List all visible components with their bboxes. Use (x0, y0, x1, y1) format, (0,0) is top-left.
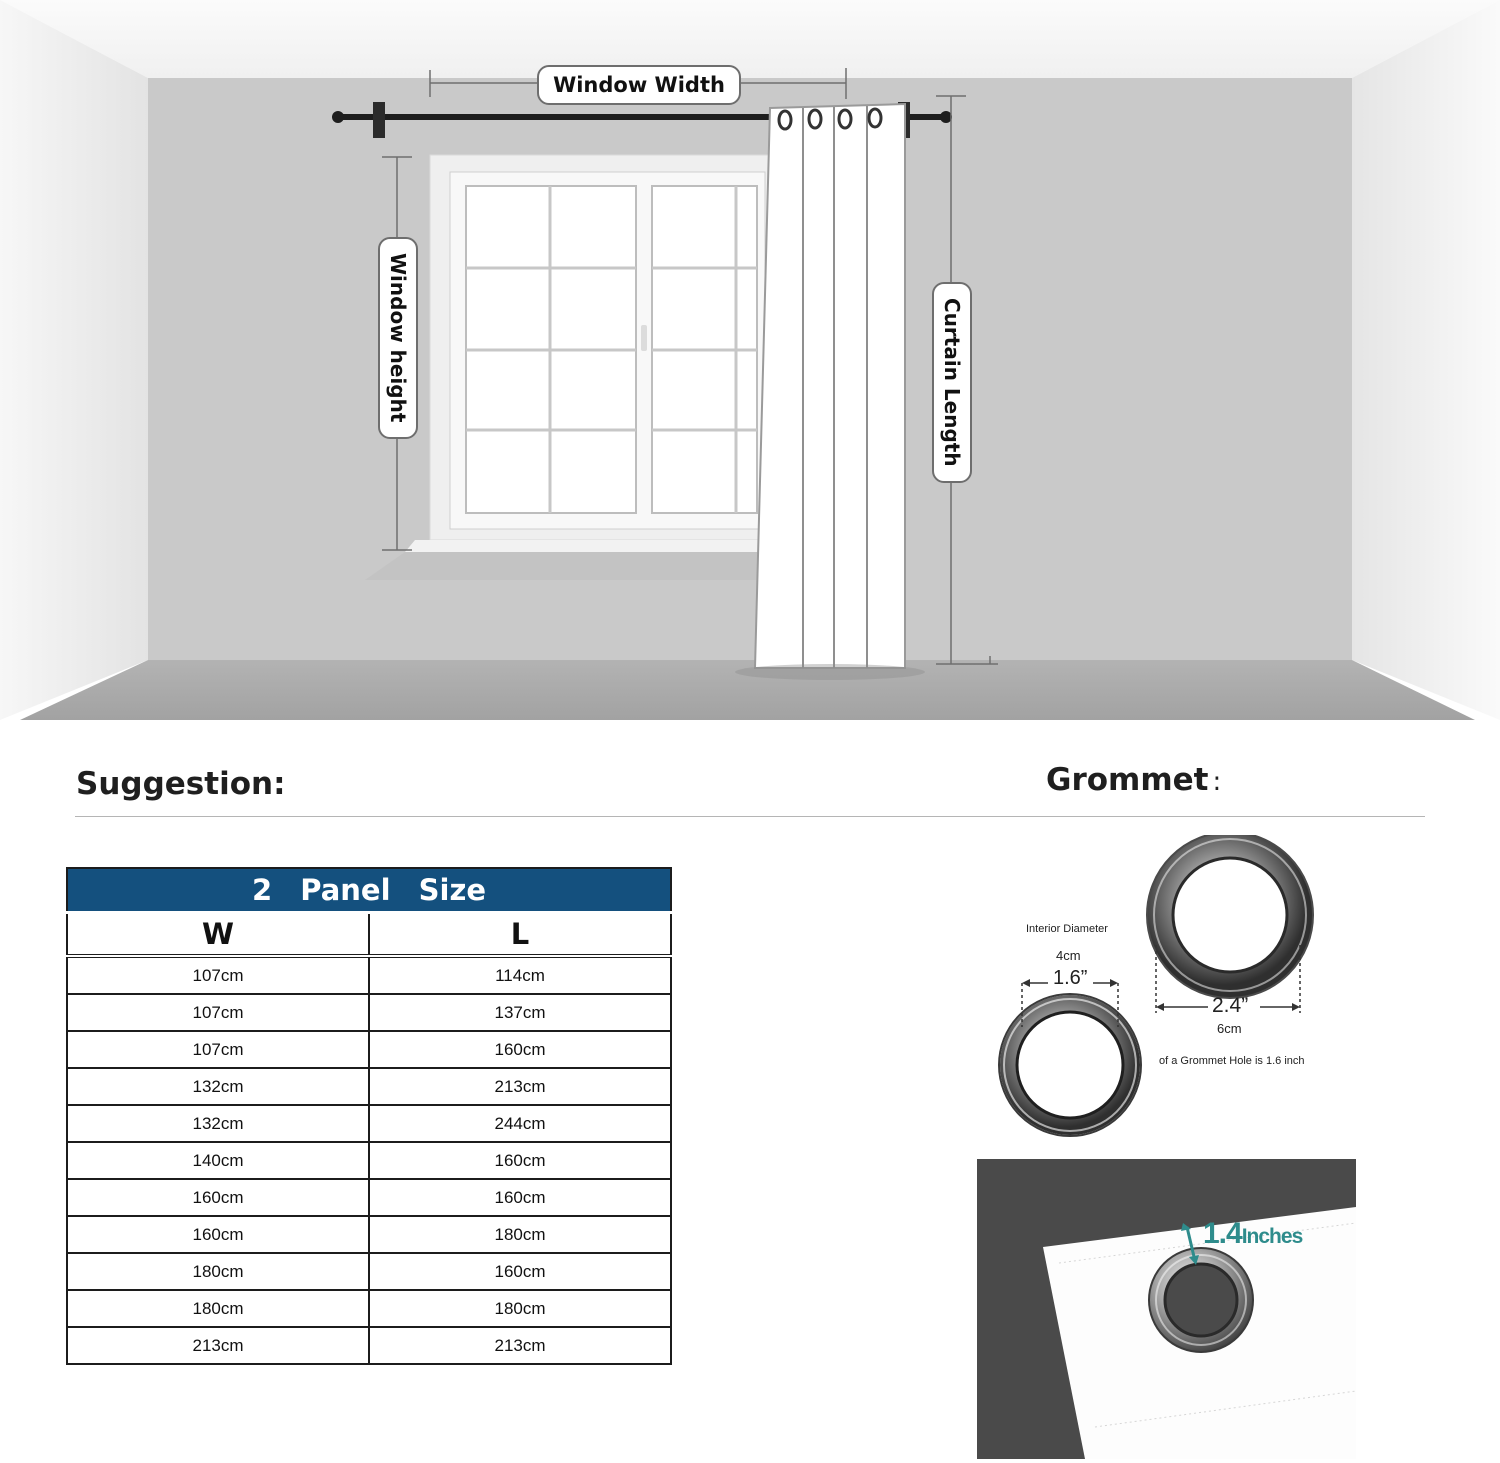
grommet-distance-value: 1.4 (1203, 1217, 1242, 1250)
grommet-rings-diagram (990, 835, 1330, 1155)
cell-width: 213cm (67, 1327, 369, 1364)
curtain-measurement-diagram (0, 0, 1500, 720)
table-row (67, 1142, 671, 1179)
table-row (67, 1253, 671, 1290)
cell-width: 160cm (67, 1179, 369, 1216)
cell-length: 114cm (369, 956, 671, 994)
cell-length: 244cm (369, 1105, 671, 1142)
cell-width: 107cm (67, 1031, 369, 1068)
grommet-distance-unit: Inches (1241, 1225, 1303, 1248)
table-row (67, 1068, 671, 1105)
cell-length: 160cm (369, 1179, 671, 1216)
outer-diameter-cm: 6cm (1217, 1021, 1242, 1036)
room-illustration (0, 0, 1500, 720)
table-row (67, 1105, 671, 1142)
table-caption: 2 Panel Size (67, 868, 671, 913)
cell-width: 180cm (67, 1290, 369, 1327)
inner-diameter-cm: 4cm (1056, 948, 1081, 963)
cell-length: 180cm (369, 1216, 671, 1253)
large-grommet-ring (1147, 835, 1313, 998)
column-header-width: W (67, 913, 369, 957)
cell-length: 160cm (369, 1142, 671, 1179)
grommet-fabric-illustration (977, 1159, 1356, 1459)
cell-length: 213cm (369, 1327, 671, 1364)
grommet-heading (1046, 762, 1221, 798)
right-wall (1352, 0, 1500, 720)
column-header-length: L (369, 913, 671, 957)
table-row (67, 956, 671, 994)
cell-width: 132cm (67, 1105, 369, 1142)
table-row (67, 1179, 671, 1216)
grommet-hole-note: of a Grommet Hole is 1.6 inch (1159, 1055, 1305, 1067)
panel-size-table (66, 867, 672, 1365)
small-grommet-ring (999, 994, 1141, 1136)
suggestion-heading: Suggestion: (76, 766, 286, 802)
cell-length: 213cm (369, 1068, 671, 1105)
cell-width: 132cm (67, 1068, 369, 1105)
cell-length: 160cm (369, 1253, 671, 1290)
table-row (67, 1216, 671, 1253)
table-row (67, 994, 671, 1031)
grommet-placement-photo (977, 1159, 1356, 1459)
cell-width: 107cm (67, 994, 369, 1031)
grommet-distance-label (1203, 1217, 1302, 1251)
cell-length: 160cm (369, 1031, 671, 1068)
cell-length: 137cm (369, 994, 671, 1031)
outer-diameter-inch: 2.4” (1212, 994, 1249, 1017)
table-row (67, 1290, 671, 1327)
left-wall (0, 0, 148, 720)
inner-diameter-inch: 1.6” (1053, 967, 1088, 989)
interior-diameter-label: Interior Diameter (1026, 923, 1108, 935)
cell-length: 180cm (369, 1290, 671, 1327)
window-height-label: Window height (378, 237, 418, 439)
cell-width: 107cm (67, 956, 369, 994)
grommet-heading-text: Grommet (1046, 762, 1209, 798)
cell-width: 180cm (67, 1253, 369, 1290)
curtain-length-label: Curtain Length (932, 282, 972, 483)
table-row (67, 1327, 671, 1364)
table-row (67, 1031, 671, 1068)
window-width-label: Window Width (537, 65, 741, 105)
cell-width: 140cm (67, 1142, 369, 1179)
grommet-heading-colon: : (1212, 767, 1222, 797)
section-divider (75, 816, 1425, 817)
cell-width: 160cm (67, 1216, 369, 1253)
ceiling (0, 0, 1500, 78)
window (365, 155, 800, 580)
